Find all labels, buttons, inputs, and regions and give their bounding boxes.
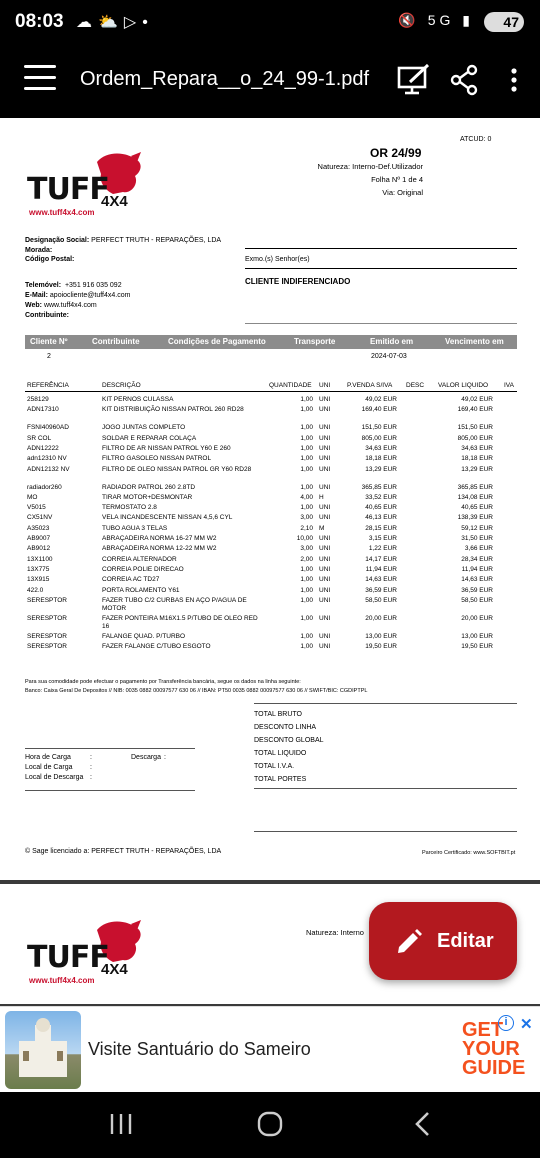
row-unit: UNI (319, 434, 331, 442)
contact-info: Telemóvel: +351 916 035 092 E-Mail: apoiocliente@tuff4x4.com Web: www.tuff4x4.com Contribuinte: (25, 282, 131, 319)
row-reference: SERESPTOR (27, 632, 67, 640)
row-net-value: 18,18 EUR (461, 455, 493, 463)
logo-url: www.tuff4x4.com (29, 208, 95, 217)
row-reference: ADN12132 NV (27, 465, 70, 473)
row-unit: UNI (319, 632, 331, 640)
atcud: ATCUD: 0 (460, 136, 492, 143)
row-unit-price: 20,00 EUR (365, 614, 397, 622)
row-unit-price: 40,65 EUR (365, 504, 397, 512)
row-unit-price: 14,63 EUR (365, 576, 397, 584)
row-reference: adn12310 NV (27, 455, 67, 463)
row-description: FAZER PONTEIRA M16X1.5 P/TUBO DE OLEO RED 16 (102, 614, 258, 630)
menu-icon[interactable] (24, 65, 56, 95)
battery-icon: 47 (484, 12, 524, 32)
row-net-value: 49,02 EUR (461, 396, 493, 403)
status-time: 08:03 (15, 11, 64, 32)
row-reference: SERESPTOR (27, 614, 67, 622)
row-description: ABRAÇADEIRA NORMA 12-22 MM W2 (102, 545, 217, 553)
row-reference: AB9012 (27, 545, 51, 553)
row-quantity: 1,00 (300, 614, 313, 622)
row-description: CORREIA ALTERNADOR (102, 555, 177, 563)
row-unit: UNI (319, 424, 331, 432)
company-logo-page2: TUFF 4X4 www.tuff4x4.com (27, 918, 147, 988)
bank-note: Para sua comodidade pode efectuar o pagamento por Transferência bancária, segue os dados na linha seguinte: (25, 679, 301, 685)
more-options-icon[interactable] (508, 62, 520, 103)
row-quantity: 1,00 (300, 576, 313, 584)
row-quantity: 1,00 (300, 465, 313, 473)
row-net-value: 40,65 EUR (461, 504, 493, 512)
row-net-value: 13,00 EUR (461, 632, 493, 640)
row-reference: ADN17310 (27, 406, 59, 414)
row-net-value: 31,50 EUR (461, 535, 493, 542)
row-quantity: 1,00 (300, 406, 313, 414)
row-quantity: 1,00 (300, 632, 313, 640)
row-reference: V5015 (27, 504, 46, 512)
pdf-page-1 (0, 118, 540, 880)
row-unit: UNI (319, 514, 331, 522)
row-reference: 422.0 (27, 586, 44, 594)
items-table-header: REFERÊNCIA DESCRIÇÃO QUANTIDADE UNI P.VENDA S/IVA DESC VALOR LIQUIDO IVA (25, 380, 517, 392)
row-description: FILTRO GASOLEO NISSAN PATROL (102, 455, 212, 463)
row-quantity: 1,00 (300, 643, 313, 651)
row-quantity: 2,10 (300, 524, 313, 532)
row-description: TERMOSTATO 2.8 (102, 504, 157, 512)
ad-banner[interactable] (0, 1006, 540, 1092)
row-reference: SR COL (27, 434, 52, 442)
row-description: CORREIA POLIE DIRECAO (102, 565, 184, 573)
row-unit: UNI (319, 406, 331, 414)
exmo-label: Exmo.(s) Senhor(es) (245, 256, 310, 263)
row-net-value: 14,63 EUR (461, 576, 493, 584)
row-unit: H (319, 493, 324, 501)
row-unit: UNI (319, 535, 331, 542)
row-unit-price: 36,59 EUR (365, 586, 397, 594)
row-unit-price: 18,18 EUR (365, 455, 397, 463)
row-description: RADIADOR PATROL 260 2.8TD (102, 483, 196, 491)
row-unit-price: 49,02 EUR (365, 396, 397, 403)
carga-block: Hora de Carga : Descarga : Local de Carga : Local de Descarga : (25, 754, 166, 781)
issue-date: 2024-07-03 (371, 353, 407, 360)
row-net-value: 138,39 EUR (457, 514, 493, 522)
row-quantity: 3,00 (300, 545, 313, 553)
row-description: PORTA ROLAMENTO Y61 (102, 586, 180, 594)
row-reference: FSNI40960AD (27, 424, 69, 432)
row-net-value: 11,94 EUR (461, 565, 493, 573)
row-description: FALANGE QUAD. P/TURBO (102, 632, 186, 640)
row-unit-price: 13,00 EUR (365, 632, 397, 640)
row-reference: A35023 (27, 524, 50, 532)
row-net-value: 365,85 EUR (457, 483, 493, 491)
ad-image (5, 1011, 81, 1089)
ad-close-icon[interactable]: ✕ (520, 1016, 533, 1033)
row-quantity: 1,00 (300, 396, 313, 403)
bank-line: Banco: Caixa Geral De Depositos // NIB: 0035 0882 00097577 630 06 // IBAN: PT50 0035 0882 00097577 630 06 // SWIFT/BIC: CGDIPTPL (25, 688, 368, 694)
edit-screen-icon[interactable] (396, 62, 432, 103)
row-description: TIRAR MOTOR+DESMONTAR (102, 493, 193, 501)
row-net-value: 19,50 EUR (461, 643, 493, 651)
row-description: FAZER FALANGE C/TUBO ESGOTO (102, 643, 211, 651)
row-description: VELA INCANDESCENTE NISSAN 4,5,6 CYL (102, 514, 233, 522)
row-description: TUBO AGUA 3 TELAS (102, 524, 168, 532)
row-unit-price: 11,94 EUR (365, 565, 397, 573)
row-net-value: 20,00 EUR (461, 614, 493, 622)
row-unit: M (319, 524, 325, 532)
client-name: CLIENTE INDIFERENCIADO (245, 277, 351, 286)
row-unit-price: 33,52 EUR (365, 493, 397, 501)
row-unit-price: 19,50 EUR (365, 643, 397, 651)
row-unit-price: 13,29 EUR (365, 465, 397, 473)
row-unit-price: 169,40 EUR (361, 406, 397, 414)
ad-brand-logo: GET YOUR GUIDE (462, 1019, 526, 1079)
row-unit-price: 14,17 EUR (365, 555, 397, 563)
recent-apps-icon[interactable] (108, 1108, 134, 1145)
app-bar (0, 44, 540, 118)
row-reference: 13X775 (27, 565, 50, 573)
row-reference: 13X915 (27, 576, 50, 584)
row-description: FAZER TUBO C/2 CURBAS EN AÇO P/AGUA DE MOTOR (102, 596, 247, 612)
row-unit: UNI (319, 444, 331, 452)
row-reference: radiador260 (27, 483, 62, 491)
row-description: FILTRO DE AR NISSAN PATROL Y60 E 260 (102, 444, 231, 452)
row-quantity: 1,00 (300, 565, 313, 573)
row-quantity: 3,00 (300, 514, 313, 522)
edit-button[interactable] (369, 902, 517, 980)
row-quantity: 2,00 (300, 555, 313, 563)
row-reference: 258129 (27, 396, 49, 403)
natureza: Natureza: Interno-Def.Utilizador (317, 162, 423, 171)
row-unit: UNI (319, 555, 331, 563)
logo-sub: 4X4 (101, 193, 128, 210)
ad-info-icon[interactable]: i (498, 1015, 514, 1031)
row-quantity: 10,00 (296, 535, 313, 542)
folha: Folha Nº 1 de 4 (371, 175, 423, 184)
network-label: 5G (427, 12, 455, 28)
row-quantity: 1,00 (300, 596, 313, 604)
row-reference: AB9007 (27, 535, 51, 542)
company-info: Designação Social: PERFECT TRUTH - REPARAÇÕES, LDA Morada: Código Postal: (25, 237, 222, 263)
home-icon[interactable] (256, 1108, 286, 1145)
row-unit: UNI (319, 455, 331, 463)
navigation-bar (0, 1092, 540, 1158)
row-unit: UNI (319, 643, 331, 651)
back-icon[interactable] (410, 1108, 434, 1145)
row-net-value: 58,50 EUR (461, 596, 493, 604)
row-reference: ADN12222 (27, 444, 59, 452)
edit-button-label: Editar (437, 930, 494, 952)
row-reference: MO (27, 493, 38, 501)
row-description: ABRAÇADEIRA NORMA 16-27 MM W2 (102, 535, 217, 542)
row-reference: SERESPTOR (27, 596, 67, 604)
row-net-value: 134,08 EUR (457, 493, 493, 501)
row-unit-price: 805,00 EUR (361, 434, 397, 442)
row-net-value: 34,63 EUR (461, 444, 493, 452)
row-unit: UNI (319, 545, 331, 553)
row-net-value: 28,34 EUR (461, 555, 493, 563)
status-bar (0, 0, 540, 44)
notification-icons: ☁⛅▷• (76, 14, 154, 31)
row-unit: UNI (319, 396, 331, 403)
row-description: SOLDAR E REPARAR COLAÇA (102, 434, 197, 442)
row-unit-price: 46,13 EUR (365, 514, 397, 522)
row-unit: UNI (319, 483, 331, 491)
row-quantity: 1,00 (300, 444, 313, 452)
row-net-value: 36,59 EUR (461, 586, 493, 594)
row-unit: UNI (319, 465, 331, 473)
ad-text: Visite Santuário do Sameiro (88, 1039, 311, 1059)
row-unit: UNI (319, 576, 331, 584)
share-icon[interactable] (450, 62, 480, 103)
pencil-icon (395, 928, 423, 956)
document-header-bar: Cliente Nº Contribuinte Condições de Pagamento Transporte Emitido em Vencimento em (25, 335, 517, 349)
row-unit-price: 1,22 EUR (368, 545, 397, 553)
totals-block: TOTAL BRUTO DESCONTO LINHA DESCONTO GLOBAL TOTAL LIQUIDO TOTAL I.V.A. TOTAL PORTES (254, 711, 324, 783)
row-net-value: 805,00 EUR (457, 434, 493, 442)
natureza-page2: Natureza: Interno (306, 928, 364, 937)
row-unit-price: 3,15 EUR (368, 535, 397, 542)
company-logo (27, 150, 147, 220)
row-quantity: 1,00 (300, 483, 313, 491)
row-net-value: 3,66 EUR (464, 545, 493, 553)
row-unit: UNI (319, 504, 331, 512)
row-net-value: 59,12 EUR (461, 524, 493, 532)
row-unit: UNI (319, 596, 331, 604)
row-net-value: 13,29 EUR (461, 465, 493, 473)
row-description: FILTRO DE OLEO NISSAN PATROL GR Y60 RD28 (102, 465, 252, 473)
row-quantity: 1,00 (300, 434, 313, 442)
row-unit: UNI (319, 586, 331, 594)
row-description: JOGO JUNTAS COMPLETO (102, 424, 186, 432)
footer-partner: Parceiro Certificado: www.SOFTBIT.pt (422, 850, 516, 856)
row-unit: UNI (319, 565, 331, 573)
row-quantity: 1,00 (300, 586, 313, 594)
row-unit-price: 34,63 EUR (365, 444, 397, 452)
row-quantity: 1,00 (300, 455, 313, 463)
footer-license: © Sage licenciado a: PERFECT TRUTH - REPARAÇÕES, LDA (25, 848, 222, 855)
row-description: CORREIA AC TD27 (102, 576, 160, 584)
row-description: KIT PERNOS CULASSA (102, 396, 174, 403)
row-quantity: 1,00 (300, 424, 313, 432)
system-icons: 🔇 5G ▮ (398, 12, 474, 28)
row-quantity: 4,00 (300, 493, 313, 501)
via: Via: Original (382, 188, 423, 197)
row-unit-price: 58,50 EUR (365, 596, 397, 604)
row-reference: CX51NV (27, 514, 53, 522)
row-reference: 13X1100 (27, 555, 53, 563)
row-unit-price: 28,15 EUR (365, 524, 397, 532)
row-reference: SERESPTOR (27, 643, 67, 651)
logo-text: TUFF (27, 172, 109, 207)
row-net-value: 169,40 EUR (457, 406, 493, 414)
row-description: KIT DISTRIBUIÇÃO NISSAN PATROL 260 RD28 (102, 406, 244, 414)
row-quantity: 1,00 (300, 504, 313, 512)
row-unit: UNI (319, 614, 331, 622)
row-unit-price: 151,50 EUR (361, 424, 397, 432)
document-title: Ordem_Repara__o_24_99-1.pdf (80, 68, 370, 90)
order-number: OR 24/99 (370, 146, 422, 160)
row-net-value: 151,50 EUR (457, 424, 493, 432)
client-number: 2 (47, 353, 51, 360)
row-unit-price: 365,85 EUR (361, 483, 397, 491)
